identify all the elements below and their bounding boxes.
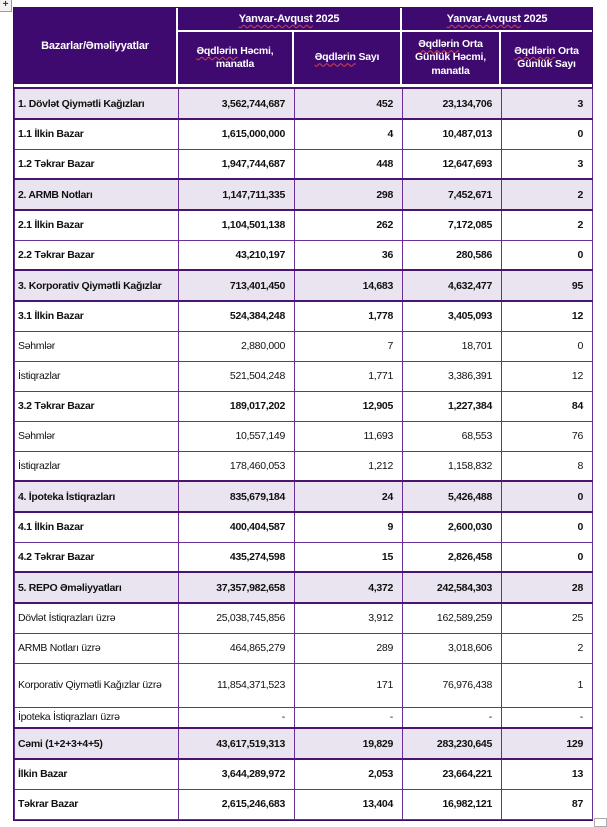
row-label-cell[interactable]: 4.2 Təkrar Bazar: [15, 542, 179, 572]
row-label-cell[interactable]: 3.2 Təkrar Bazar: [15, 391, 179, 421]
value-cell-daily-count[interactable]: 13: [502, 759, 593, 789]
value-cell-volume[interactable]: 189,017,202: [179, 391, 295, 421]
value-cell-daily-count[interactable]: 12: [502, 301, 593, 331]
row-label-cell[interactable]: 1.2 Təkrar Bazar: [15, 149, 179, 179]
table-row: [15, 707, 593, 728]
value-cell-daily-volume[interactable]: 16,982,121: [403, 789, 502, 819]
value-cell-daily-count[interactable]: 129: [502, 728, 593, 759]
row-label-cell[interactable]: 2. ARMB Notları: [15, 179, 179, 210]
value-cell-daily-volume[interactable]: 12,647,693: [403, 149, 502, 179]
row-label-cell[interactable]: Səhmlər: [15, 331, 179, 361]
row-label-cell[interactable]: 3. Korporativ Qiymətli Kağızlar: [15, 270, 179, 301]
value-cell-volume[interactable]: 178,460,053: [179, 451, 295, 481]
table-row: [15, 481, 593, 512]
value-cell-count[interactable]: 4,372: [295, 572, 403, 603]
value-cell-volume[interactable]: 400,404,587: [179, 512, 295, 542]
value-cell-daily-count[interactable]: 2: [502, 210, 593, 240]
value-cell-volume[interactable]: 464,865,279: [179, 633, 295, 663]
statistics-table: [13, 7, 593, 821]
value-cell-daily-volume[interactable]: 23,664,221: [403, 759, 502, 789]
value-cell-daily-volume[interactable]: 242,584,303: [403, 572, 502, 603]
row-label-cell[interactable]: İpoteka İstiqrazları üzrə: [15, 707, 179, 728]
value-cell-count[interactable]: 3,912: [295, 603, 403, 633]
value-cell-volume[interactable]: 43,210,197: [179, 240, 295, 270]
column-header-flagged: Əqdlərin: [314, 51, 356, 64]
value-cell-daily-count[interactable]: 3: [502, 88, 593, 119]
value-cell-count[interactable]: 4: [295, 119, 403, 149]
value-cell-count[interactable]: -: [295, 707, 403, 728]
value-cell-daily-volume[interactable]: 7,452,671: [403, 179, 502, 210]
table-row: [15, 572, 593, 603]
period-header-cell[interactable]: [178, 8, 402, 32]
row-label-cell[interactable]: 1. Dövlət Qiymətli Kağızları: [15, 88, 179, 119]
value-cell-count[interactable]: 262: [295, 210, 403, 240]
column-header-rest: Həcmi, manatla: [215, 44, 274, 70]
value-cell-count[interactable]: 36: [295, 240, 403, 270]
value-cell-daily-volume[interactable]: 1,227,384: [403, 391, 502, 421]
table-resize-handle[interactable]: [594, 818, 607, 827]
table-row: [15, 512, 593, 542]
value-cell-daily-volume[interactable]: 1,158,832: [403, 451, 502, 481]
value-cell-volume[interactable]: 435,274,598: [179, 542, 295, 572]
value-cell-daily-count[interactable]: 2: [502, 179, 593, 210]
value-cell-daily-volume[interactable]: 3,405,093: [403, 301, 502, 331]
value-cell-daily-volume[interactable]: 4,632,477: [403, 270, 502, 301]
table-row: [15, 119, 593, 149]
value-cell-volume[interactable]: 835,679,184: [179, 481, 295, 512]
value-cell-count[interactable]: 448: [295, 149, 403, 179]
value-cell-daily-count[interactable]: 0: [502, 119, 593, 149]
table-row: [15, 633, 593, 663]
value-cell-daily-volume[interactable]: 2,826,458: [403, 542, 502, 572]
table-row: [15, 542, 593, 572]
table-row: [15, 270, 593, 301]
value-cell-count[interactable]: 171: [295, 663, 403, 707]
row-label-cell[interactable]: 4.1 İlkin Bazar: [15, 512, 179, 542]
value-cell-daily-count[interactable]: 84: [502, 391, 593, 421]
table-move-handle-icon[interactable]: +: [0, 0, 12, 12]
table-row: [15, 663, 593, 707]
row-label-cell[interactable]: 5. REPO Əməliyyatları: [15, 572, 179, 603]
value-cell-daily-count[interactable]: 3: [502, 149, 593, 179]
value-cell-volume[interactable]: 1,947,744,687: [179, 149, 295, 179]
value-cell-volume[interactable]: 25,038,745,856: [179, 603, 295, 633]
value-cell-count[interactable]: 1,212: [295, 451, 403, 481]
value-cell-daily-volume[interactable]: 283,230,645: [403, 728, 502, 759]
row-label-cell[interactable]: İstiqrazlar: [15, 451, 179, 481]
value-cell-count[interactable]: 24: [295, 481, 403, 512]
value-cell-volume[interactable]: 37,357,982,658: [179, 572, 295, 603]
table-body: [15, 88, 593, 819]
period-label-flagged: Yanvar-Avqust: [238, 13, 313, 25]
value-cell-count[interactable]: 9: [295, 512, 403, 542]
table-row: [15, 759, 593, 789]
value-cell-count[interactable]: 452: [295, 88, 403, 119]
value-cell-volume[interactable]: 10,557,149: [179, 421, 295, 451]
value-cell-volume[interactable]: -: [179, 707, 295, 728]
value-cell-daily-volume[interactable]: 23,134,706: [403, 88, 502, 119]
value-cell-daily-volume[interactable]: 280,586: [403, 240, 502, 270]
value-cell-daily-volume[interactable]: 76,976,438: [403, 663, 502, 707]
value-cell-count[interactable]: 19,829: [295, 728, 403, 759]
table-row: [15, 421, 593, 451]
value-cell-volume[interactable]: 2,880,000: [179, 331, 295, 361]
value-cell-daily-volume[interactable]: 3,386,391: [403, 361, 502, 391]
column-header-flagged: Əqdlərin: [514, 44, 556, 57]
period-label-rest: 2025: [520, 13, 548, 25]
value-cell-count[interactable]: 15: [295, 542, 403, 572]
value-cell-volume[interactable]: 1,147,711,335: [179, 179, 295, 210]
table-row: [15, 331, 593, 361]
value-cell-count[interactable]: 298: [295, 179, 403, 210]
value-cell-daily-volume[interactable]: 68,553: [403, 421, 502, 451]
value-cell-daily-volume[interactable]: 162,589,259: [403, 603, 502, 633]
value-cell-daily-volume[interactable]: 2,600,030: [403, 512, 502, 542]
value-cell-volume[interactable]: 3,644,289,972: [179, 759, 295, 789]
corner-header-cell[interactable]: Bazarlar/Əməliyyatlar: [14, 8, 178, 84]
value-cell-count[interactable]: 14,683: [295, 270, 403, 301]
value-cell-daily-volume[interactable]: -: [403, 707, 502, 728]
table-row: [15, 391, 593, 421]
value-cell-daily-count[interactable]: 2: [502, 633, 593, 663]
column-header-volume[interactable]: [178, 32, 294, 84]
value-cell-volume[interactable]: 43,617,519,313: [179, 728, 295, 759]
row-label-cell[interactable]: 3.1 İlkin Bazar: [15, 301, 179, 331]
period-label-rest: 2025: [312, 13, 340, 25]
row-label-cell[interactable]: 2.2 Təkrar Bazar: [15, 240, 179, 270]
table-row: [15, 88, 593, 119]
value-cell-volume[interactable]: 521,504,248: [179, 361, 295, 391]
value-cell-daily-count[interactable]: 0: [502, 512, 593, 542]
period-header-cell[interactable]: [402, 8, 592, 32]
value-cell-count[interactable]: 13,404: [295, 789, 403, 819]
column-header-flagged: Əqdlərin: [418, 38, 460, 51]
value-cell-daily-count[interactable]: 8: [502, 451, 593, 481]
value-cell-count[interactable]: 1,771: [295, 361, 403, 391]
table-body-grid: [14, 87, 593, 820]
value-cell-volume[interactable]: 11,854,371,523: [179, 663, 295, 707]
table-row: [15, 301, 593, 331]
value-cell-count[interactable]: 11,693: [295, 421, 403, 451]
period-label-flagged: Yanvar-Avqust: [446, 13, 521, 25]
row-label-cell[interactable]: İstiqrazlar: [15, 361, 179, 391]
row-label-cell[interactable]: 4. İpoteka İstiqrazları: [15, 481, 179, 512]
value-cell-daily-count[interactable]: 95: [502, 270, 593, 301]
table-row: [15, 789, 593, 819]
value-cell-count[interactable]: 289: [295, 633, 403, 663]
value-cell-volume[interactable]: 524,384,248: [179, 301, 295, 331]
table-row: [15, 603, 593, 633]
value-cell-daily-volume[interactable]: 3,018,606: [403, 633, 502, 663]
value-cell-daily-count[interactable]: 0: [502, 481, 593, 512]
value-cell-daily-count[interactable]: 0: [502, 240, 593, 270]
value-cell-count[interactable]: 12,905: [295, 391, 403, 421]
table-row: [15, 240, 593, 270]
table-header: [14, 8, 592, 84]
column-header-count[interactable]: [294, 32, 402, 84]
value-cell-count[interactable]: 1,778: [295, 301, 403, 331]
value-cell-count[interactable]: 2,053: [295, 759, 403, 789]
value-cell-daily-count[interactable]: 76: [502, 421, 593, 451]
value-cell-daily-count[interactable]: 12: [502, 361, 593, 391]
row-label-cell[interactable]: ARMB Notları üzrə: [15, 633, 179, 663]
row-label-cell[interactable]: Dövlət İstiqrazları üzrə: [15, 603, 179, 633]
value-cell-daily-volume[interactable]: 10,487,013: [403, 119, 502, 149]
value-cell-volume[interactable]: 2,615,246,683: [179, 789, 295, 819]
column-header-rest: Orta Günlük Sayı: [517, 44, 579, 70]
column-header-daily-count[interactable]: [501, 32, 592, 84]
column-header-flagged: Əqdlərin: [196, 44, 238, 57]
value-cell-daily-volume[interactable]: 5,426,488: [403, 481, 502, 512]
value-cell-count[interactable]: 7: [295, 331, 403, 361]
row-label-cell[interactable]: 1.1 İlkin Bazar: [15, 119, 179, 149]
value-cell-daily-volume[interactable]: 18,701: [403, 331, 502, 361]
row-label-cell[interactable]: 2.1 İlkin Bazar: [15, 210, 179, 240]
row-label-cell[interactable]: Səhmlər: [15, 421, 179, 451]
column-header-rest: Sayı: [355, 51, 380, 64]
table-row: [15, 149, 593, 179]
row-label-cell[interactable]: Cəmi (1+2+3+4+5): [15, 728, 179, 759]
value-cell-volume[interactable]: 1,615,000,000: [179, 119, 295, 149]
value-cell-daily-volume[interactable]: 7,172,085: [403, 210, 502, 240]
value-cell-volume[interactable]: 1,104,501,138: [179, 210, 295, 240]
column-header-rest: Orta Günlük Həcmi, manatla: [415, 38, 486, 77]
row-label-cell[interactable]: Təkrar Bazar: [15, 789, 179, 819]
table-row: [15, 728, 593, 759]
value-cell-daily-count[interactable]: -: [502, 707, 593, 728]
value-cell-daily-count[interactable]: 87: [502, 789, 593, 819]
table-row: [15, 179, 593, 210]
row-label-cell[interactable]: Korporativ Qiymətli Kağızlar üzrə: [15, 663, 179, 707]
table-row: [15, 361, 593, 391]
value-cell-daily-count[interactable]: 28: [502, 572, 593, 603]
value-cell-volume[interactable]: 3,562,744,687: [179, 88, 295, 119]
row-label-cell[interactable]: İlkin Bazar: [15, 759, 179, 789]
column-header-daily-volume[interactable]: [402, 32, 501, 84]
value-cell-daily-count[interactable]: 0: [502, 542, 593, 572]
table-row: [15, 210, 593, 240]
value-cell-daily-count[interactable]: 0: [502, 331, 593, 361]
table-row: [15, 451, 593, 481]
value-cell-volume[interactable]: 713,401,450: [179, 270, 295, 301]
value-cell-daily-count[interactable]: 25: [502, 603, 593, 633]
value-cell-daily-count[interactable]: 1: [502, 663, 593, 707]
